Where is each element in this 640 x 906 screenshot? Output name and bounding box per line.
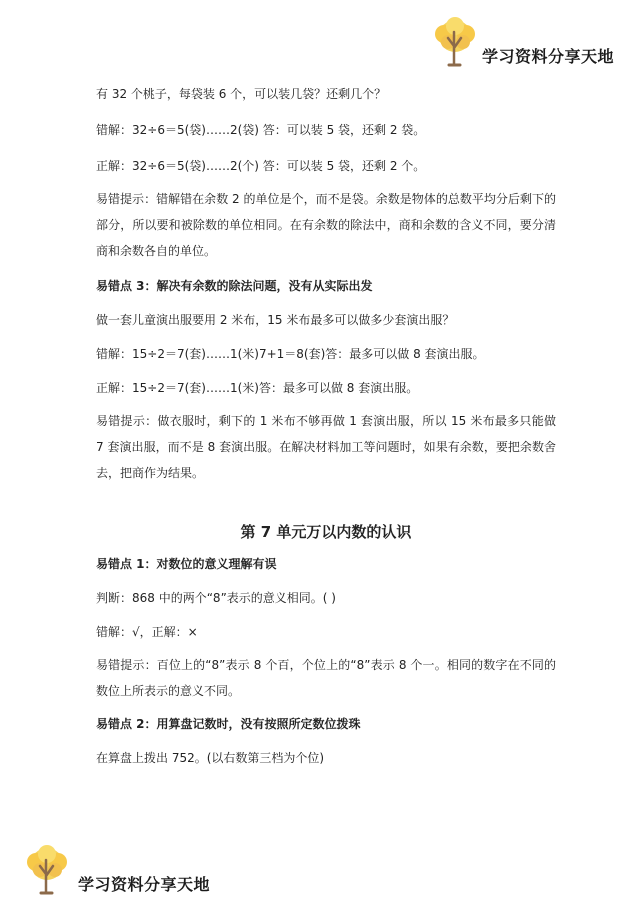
q4-problem: 在算盘上拨出 752。(以右数第三档为个位) (96, 751, 325, 765)
point3-title: 易错点 3：解决有余数的除法问题，没有从实际出发 (96, 279, 373, 293)
footer-brand (22, 844, 242, 904)
q1-hint: 易错提示：错解错在余数 2 的单位是个，而不是袋。余数是物体的总数平均分后剩下的部分，所以要和被除数的单位相同。在有余数的除法中，商和余数的含义不同，要分清商和余数各自的单位。 (96, 192, 556, 258)
header-brand-name: 学习资料分享天地 (482, 47, 615, 66)
q3-hint: 易错提示：百位上的“8”表示 8 个百，个位上的“8”表示 8 个一。相同的数字在不同的数位上所表示的意义不同。 (96, 658, 556, 698)
q1-correct-solution: 正解：32÷6＝5(袋)……2(个) 答：可以装 5 袋，还剩 2 个。 (96, 159, 426, 173)
unit-point2-title: 易错点 2：用算盘记数时，没有按照所定数位拨珠 (96, 717, 361, 731)
q2-correct-solution: 正解：15÷2＝7(套)……1(米)答：最多可以做 8 套演出服。 (96, 381, 419, 395)
q1-problem: 有 32 个桃子，每袋装 6 个，可以装几袋？还剩几个？ (96, 87, 387, 101)
unit-point1-title: 易错点 1：对数位的意义理解有误 (96, 557, 277, 571)
q3-answer: 错解：√，正解：× (96, 625, 198, 639)
header-brand (430, 16, 630, 76)
tree-logo-icon (430, 16, 480, 68)
q2-problem: 做一套儿童演出服要用 2 米布，15 米布最多可以做多少套演出服？ (96, 313, 455, 327)
q2-wrong-solution: 错解：15÷2＝7(套)……1(米)7+1＝8(套)答：最多可以做 8 套演出服。 (96, 347, 485, 361)
tree-logo-icon (22, 844, 72, 896)
q3-problem: 判断：868 中的两个“8”表示的意义相同。( ) (96, 591, 336, 605)
unit-title: 第 7 单元万以内数的认识 (240, 523, 412, 541)
q2-hint: 易错提示：做衣服时，剩下的 1 米布不够再做 1 套演出服，所以 15 米布最多只能做 7 套演出服，而不是 8 套演出服。在解决材料加工等问题时，如果有余数，要把余数舍去，把商作为结果。 (96, 414, 556, 480)
document-body (96, 84, 556, 768)
footer-brand-name: 学习资料分享天地 (78, 875, 211, 894)
q1-wrong-solution: 错解：32÷6＝5(袋)……2(袋) 答：可以装 5 袋，还剩 2 袋。 (96, 123, 426, 137)
